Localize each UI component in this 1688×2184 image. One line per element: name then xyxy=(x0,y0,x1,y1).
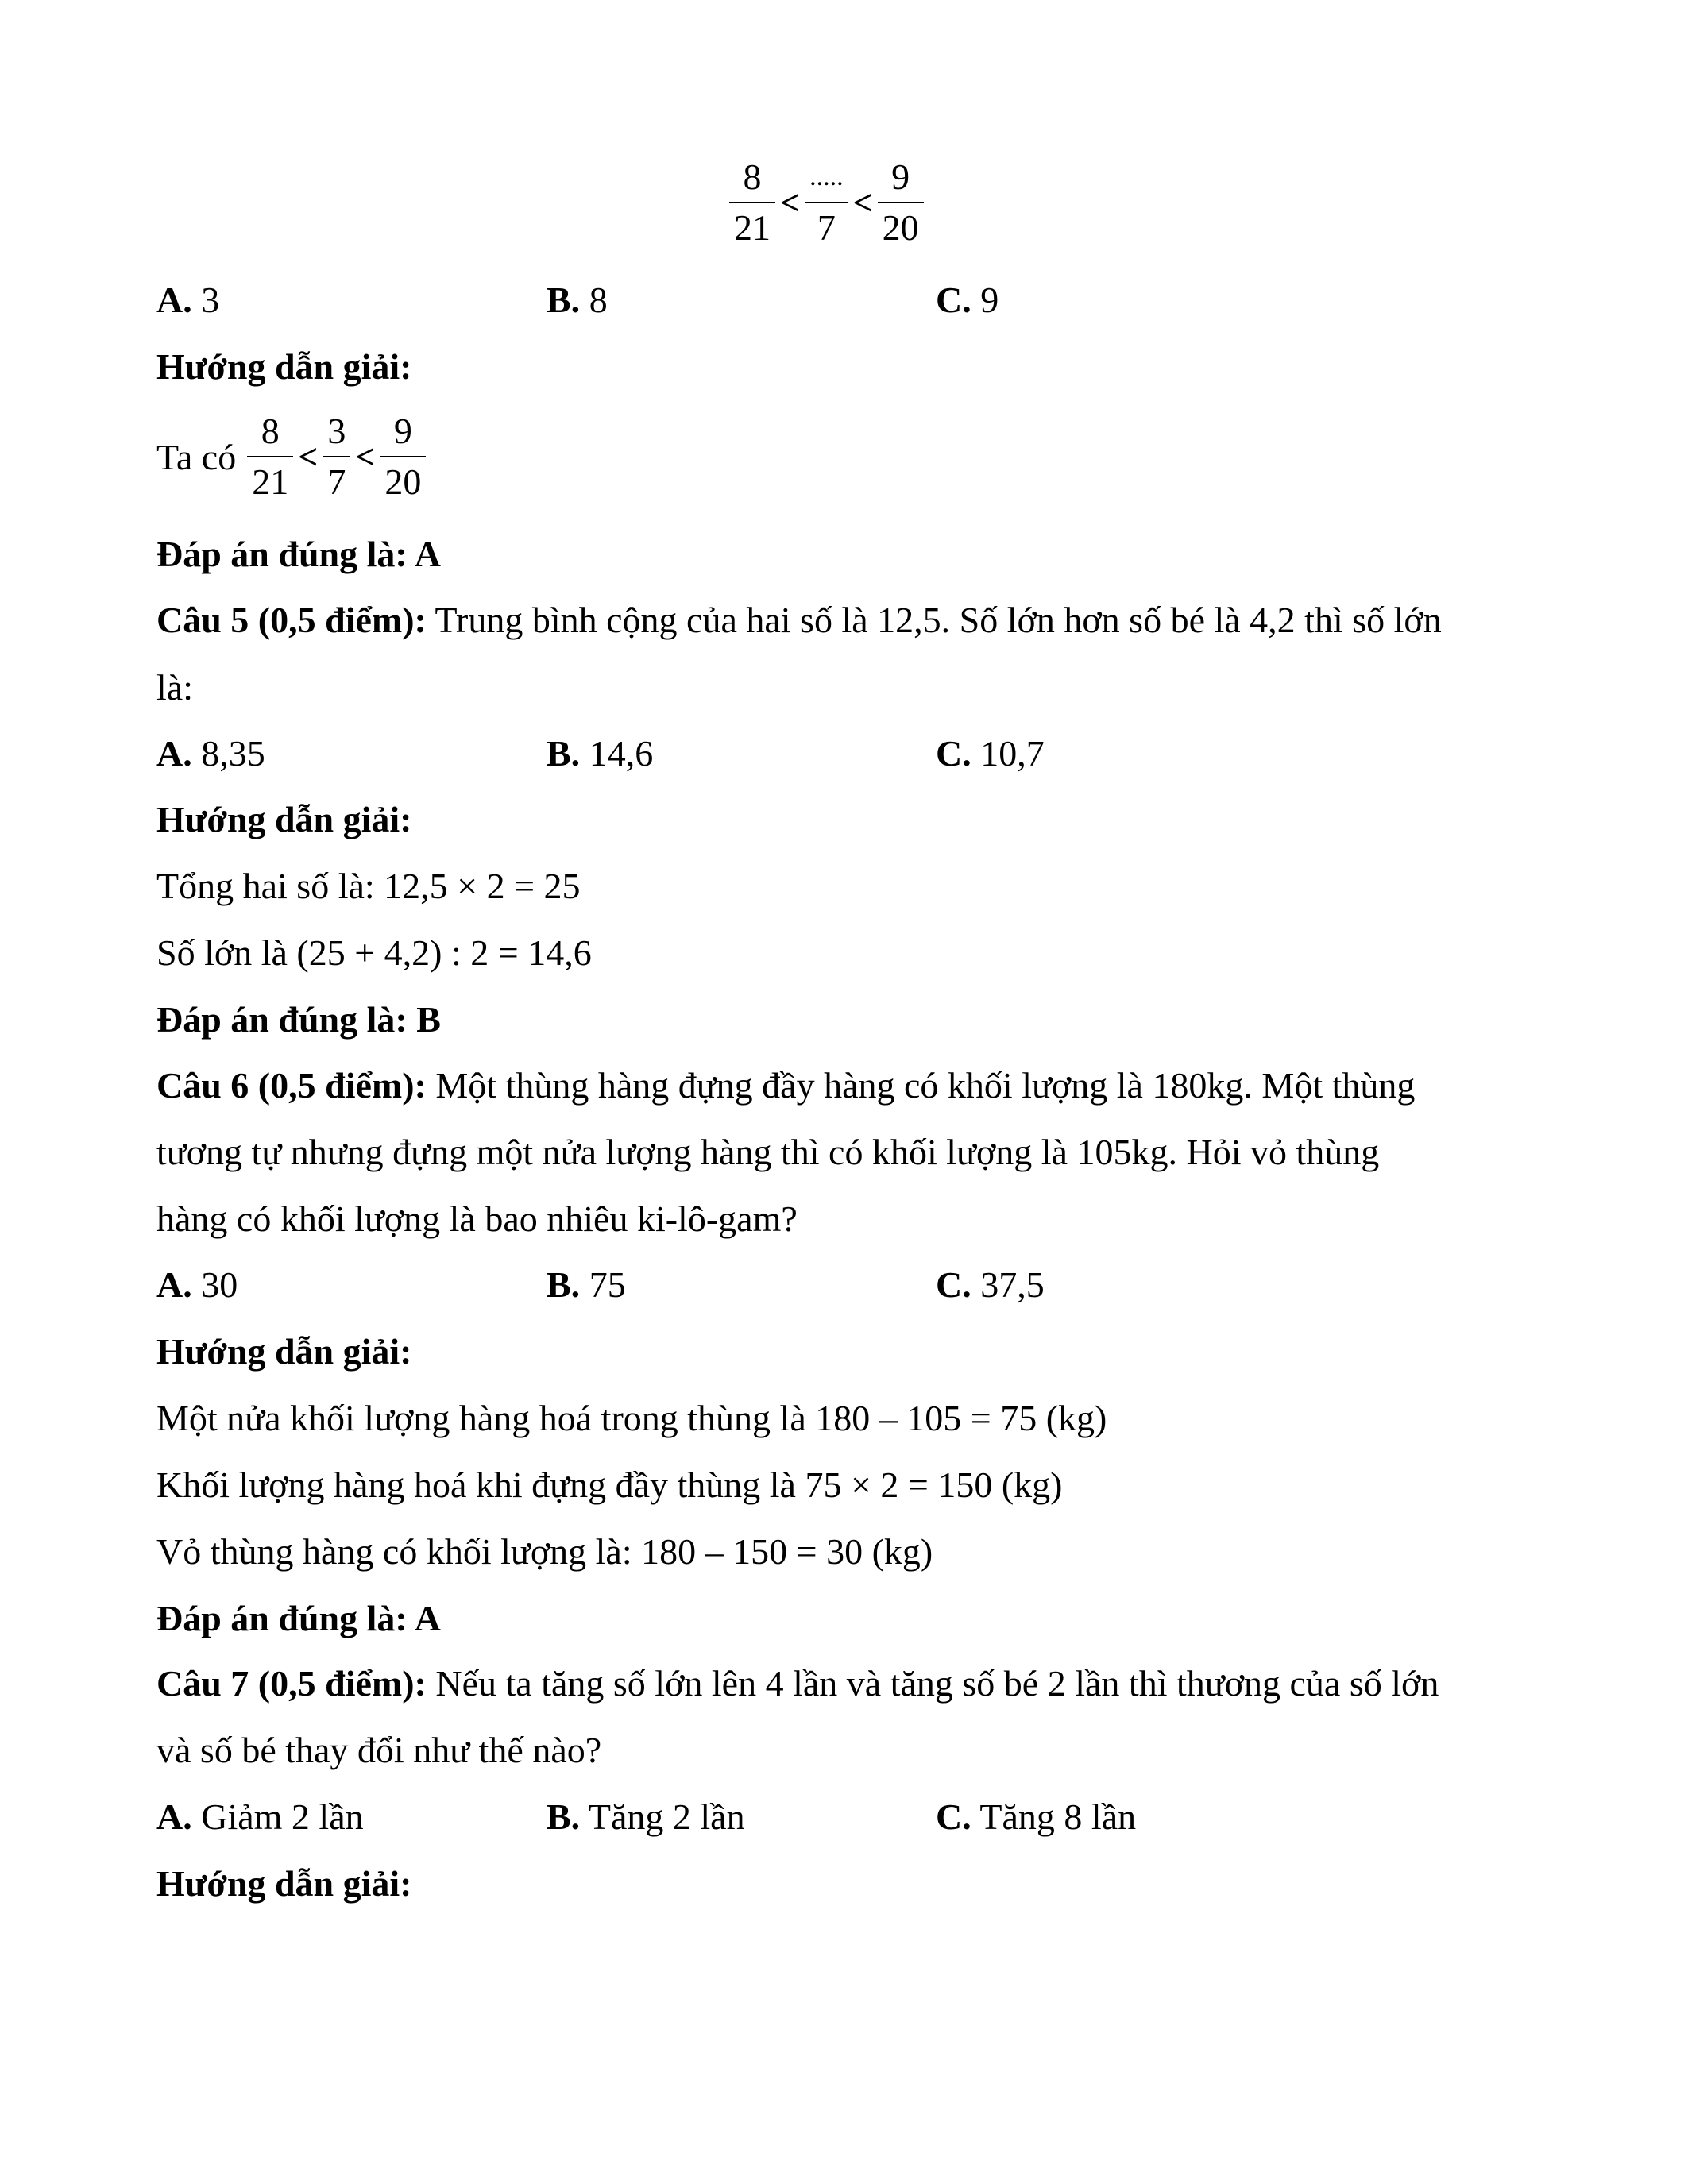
guide-title: Hướng dẫn giải: xyxy=(156,799,412,839)
fraction-comparison xyxy=(729,157,924,248)
question-6-cont: tương tự nhưng đựng một nửa lượng hàng thì có khối lượng là 105kg. Hỏi vỏ thùng xyxy=(156,1132,1380,1172)
option-b: B. 8 xyxy=(547,280,608,320)
guide-fraction-line: Ta có $\frac{8}{21}$ < $\frac{3}{7}$ < $\frac{9}{20}$ xyxy=(156,411,426,502)
less-than-sign: < xyxy=(298,437,319,477)
option-c: C. Tăng 8 lần xyxy=(936,1796,1137,1837)
less-than-sign: < xyxy=(852,183,873,222)
question-7-cont: và số bé thay đổi như thế nào? xyxy=(156,1730,602,1770)
fraction-3-7: $\frac{3}{7}$ xyxy=(323,411,350,502)
fraction-9-20: $\frac{9}{20}$ xyxy=(878,157,924,248)
option-c: C. 37,5 xyxy=(936,1264,1045,1305)
guide-title: Hướng dẫn giải: xyxy=(156,346,412,387)
question-6: Câu 6 (0,5 điểm): Một thùng hàng đựng đầy hàng có khối lượng là 180kg. Một thùng xyxy=(156,1065,1416,1106)
answer: Đáp án đúng là: A xyxy=(156,534,441,574)
option-b: B. Tăng 2 lần xyxy=(547,1796,745,1837)
guide-title: Hướng dẫn giải: xyxy=(156,1863,412,1904)
answer: Đáp án đúng là: A xyxy=(156,1598,441,1638)
guide-line: Vỏ thùng hàng có khối lượng là: 180 – 150 = 30 (kg) xyxy=(156,1531,933,1572)
less-than-sign: < xyxy=(780,183,801,222)
question-5-cont: là: xyxy=(156,667,193,708)
option-c: C. 10,7 xyxy=(936,733,1045,774)
question-5: Câu 5 (0,5 điểm): Trung bình cộng của hai số là 12,5. Số lớn hơn số bé là 4,2 thì số lớn xyxy=(156,600,1442,640)
fraction-9-20: $\frac{9}{20}$ xyxy=(380,411,426,502)
option-a: A. Giảm 2 lần xyxy=(156,1796,364,1837)
option-c: C. 9 xyxy=(936,280,999,320)
guide-line: Tổng hai số là: 12,5 × 2 = 25 xyxy=(156,866,581,906)
answer: Đáp án đúng là: B xyxy=(156,999,441,1040)
question-6-cont: hàng có khối lượng là bao nhiêu ki-lô-gam? xyxy=(156,1198,798,1239)
option-a: A. 30 xyxy=(156,1264,238,1305)
fraction-blank-7: $\frac{.....}{7}$ xyxy=(805,157,848,248)
fraction-8-21: $\frac{8}{21}$ xyxy=(729,157,775,248)
guide-title: Hướng dẫn giải: xyxy=(156,1331,412,1372)
less-than-sign: < xyxy=(355,437,376,477)
fraction-8-21: $\frac{8}{21}$ xyxy=(247,411,293,502)
option-a: A. 8,35 xyxy=(156,733,265,774)
question-7: Câu 7 (0,5 điểm): Nếu ta tăng số lớn lên 4 lần và tăng số bé 2 lần thì thương của số lớn xyxy=(156,1663,1439,1704)
guide-line: Số lớn là (25 + 4,2) : 2 = 14,6 xyxy=(156,932,592,973)
option-a: A. 3 xyxy=(156,280,220,320)
option-b: B. 14,6 xyxy=(547,733,654,774)
guide-line: Khối lượng hàng hoá khi đựng đầy thùng là 75 × 2 = 150 (kg) xyxy=(156,1464,1063,1505)
guide-line: Một nửa khối lượng hàng hoá trong thùng là 180 – 105 = 75 (kg) xyxy=(156,1398,1107,1438)
option-b: B. 75 xyxy=(547,1264,626,1305)
